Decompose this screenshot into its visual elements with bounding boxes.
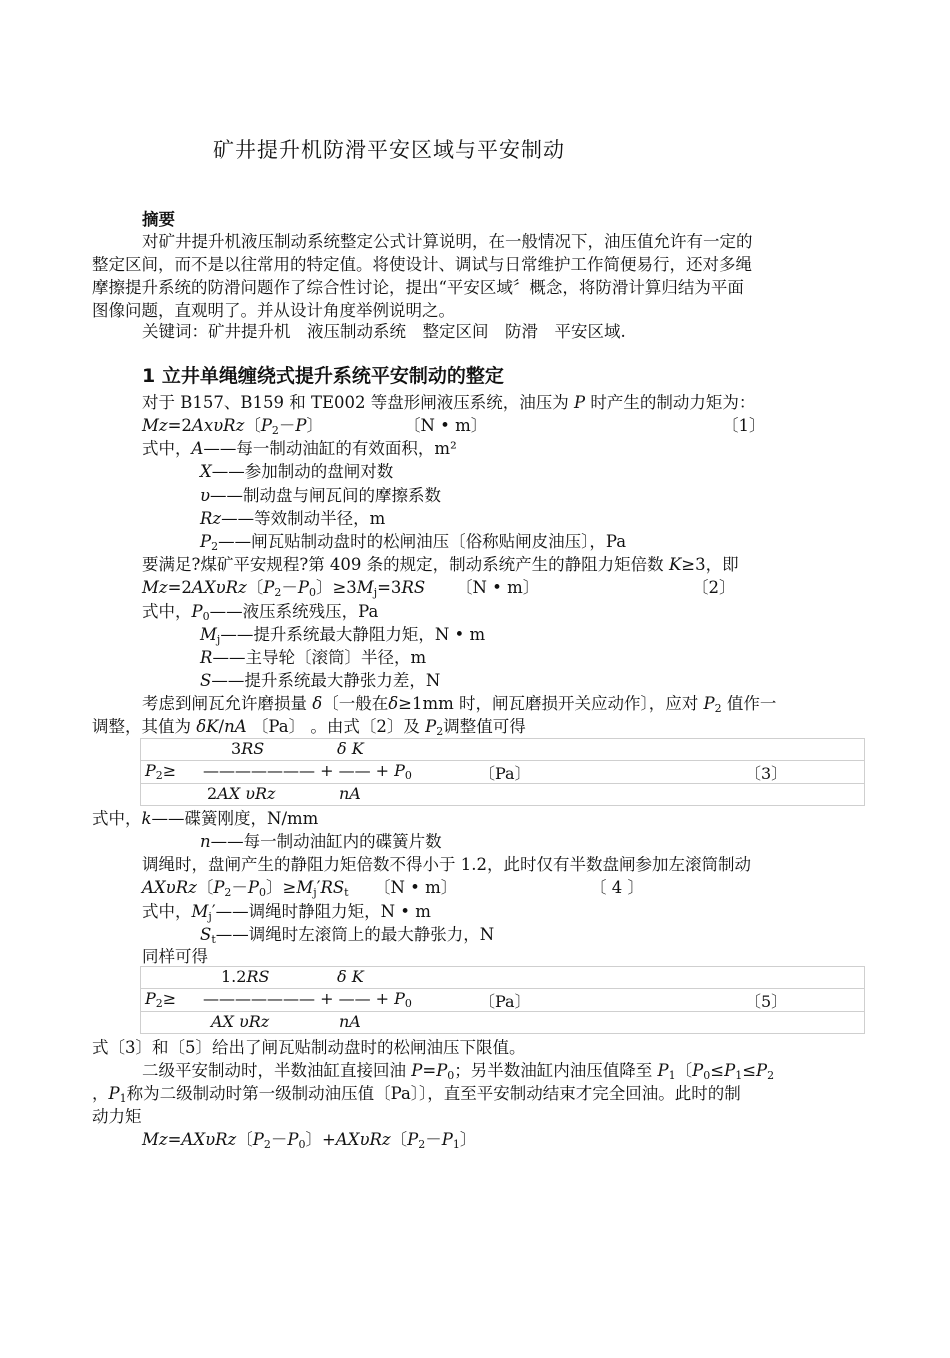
- page-title: 矿井提升机防滑平安区域与平安制动: [213, 138, 565, 162]
- paragraph-line: 要满足?煤矿平安规程?第 409 条的规定，制动系统产生的静阻力矩倍数 K≥3，即: [142, 555, 739, 574]
- definition-line: n——每一制动油缸内的碟簧片数: [200, 832, 442, 851]
- equation-3: 3RS δ K $P_2\ge$ ——————— + —— + $P_0$ 〔Pa〕 〔3〕 2AX υRz nA: [140, 738, 865, 806]
- equation-5-number: 〔5〕: [745, 992, 788, 1011]
- definition-line: 式中，$M_j'——$调绳时静阻力矩，N • m: [142, 902, 431, 923]
- paragraph-line: 二级平安制动时，半数油缸直接回油 $P=P_0$；另半数油缸内油压值降至 $P_1$〔$P_0\le P_1\le P_2$: [142, 1061, 775, 1082]
- equation-4-unit: 〔N • m〕: [374, 878, 458, 897]
- definition-line: X——参加制动的盘闸对数: [200, 462, 394, 481]
- equation-2: Mz=2AXυRz〔$P_2-P_0$〕$\ge 3M_j=3RS$: [142, 578, 426, 599]
- equation-3-number: 〔3〕: [745, 764, 788, 783]
- paragraph-line: 调绳时，盘闸产生的静阻力矩倍数不得小于 1.2，此时仅有半数盘闸参加左滚筒制动: [142, 855, 751, 874]
- equation-2-unit: 〔N • m〕: [456, 578, 540, 597]
- abstract-heading: 摘要: [142, 210, 175, 229]
- definition-line: 式中，k——碟簧刚度，N/mm: [92, 809, 319, 828]
- paragraph-line: 动力矩: [92, 1107, 142, 1126]
- paragraph-line: 式〔3〕和〔5〕给出了闸瓦贴制动盘时的松闸油压下限值。: [92, 1038, 526, 1057]
- definition-line: S——提升系统最大静张力差，N: [200, 671, 441, 690]
- equation-2-number: 〔2〕: [692, 578, 736, 597]
- definition-line: $S_t——$调绳时左滚筒上的最大静张力，N: [200, 925, 495, 946]
- keywords: 关键词：矿井提升机 液压制动系统 整定区间 防滑 平安区域.: [142, 322, 626, 341]
- definition-line: Rz——等效制动半径，m: [200, 509, 386, 528]
- abstract-line: 图像问题，直观明了。并从设计角度举例说明之。: [92, 301, 455, 320]
- abstract-line: 摩擦提升系统的防滑问题作了综合性讨论，提出“平安区域〞概念，将防滑计算归结为平面: [92, 278, 744, 297]
- equation-1-number: 〔1〕: [722, 416, 766, 435]
- definition-line: 式中，$P_0——$液压系统残压，Pa: [142, 602, 379, 623]
- definition-line: $M_j——$提升系统最大静阻力矩，N • m: [200, 625, 486, 646]
- equation-6: Mz=AXυRz〔$P_2-P_0$〕+AXυRz〔$P_2-P_1$〕: [142, 1130, 477, 1151]
- equation-1-unit: 〔N • m〕: [404, 416, 488, 435]
- paragraph-line: 考虑到闸瓦允许磨损量 δ〔一般在δ≥1mm 时，闸瓦磨损开关应动作〕，应对 $P_2$ 值作一: [142, 694, 777, 715]
- definition-line: 式中，A——每一制动油缸的有效面积，m²: [142, 439, 457, 458]
- definition-line: R——主导轮〔滚筒〕半径，m: [200, 648, 427, 667]
- paragraph-line: ，$P_1$称为二级制动时第一级制动油压值〔Pa〕〕，直至平安制动结束才完全回油。此时的制: [92, 1084, 741, 1105]
- equation-4: AXυRz〔$P_2-P_0$〕$\ge M_j'RS_t$: [142, 878, 349, 899]
- equation-5: 1.2RS δ K $P_2\ge$ ——————— + —— + $P_0$ 〔Pa〕 〔5〕 AX υRz nA: [140, 966, 865, 1034]
- equation-1: Mz=2AxυRz〔$P_2-P$〕: [142, 416, 324, 437]
- definition-line: υ——制动盘与闸瓦间的摩擦系数: [200, 486, 442, 505]
- equation-4-number: 〔 4 〕: [590, 878, 644, 897]
- paragraph-line: 对于 B157、B159 和 TE002 等盘形闸液压系统，油压为 P 时产生的制动力矩为：: [142, 393, 756, 412]
- abstract-line: 整定区间，而不是以往常用的特定值。将使设计、调试与日常维护工作简便易行，还对多绳: [92, 255, 752, 274]
- abstract-line: 对矿井提升机液压制动系统整定公式计算说明，在一般情况下，油压值允许有一定的: [142, 232, 753, 251]
- section-heading: 1 立井单绳缠绕式提升系统平安制动的整定: [142, 365, 504, 387]
- definition-line: $P_2——$闸瓦贴制动盘时的松闸油压〔俗称贴闸皮油压〕，Pa: [200, 532, 627, 553]
- paragraph-line: 同样可得: [142, 947, 208, 966]
- paragraph-line: 调整，其值为 δK/nA 〔Pa〕 。由式〔2〕及 $P_2$调整值可得: [92, 717, 526, 738]
